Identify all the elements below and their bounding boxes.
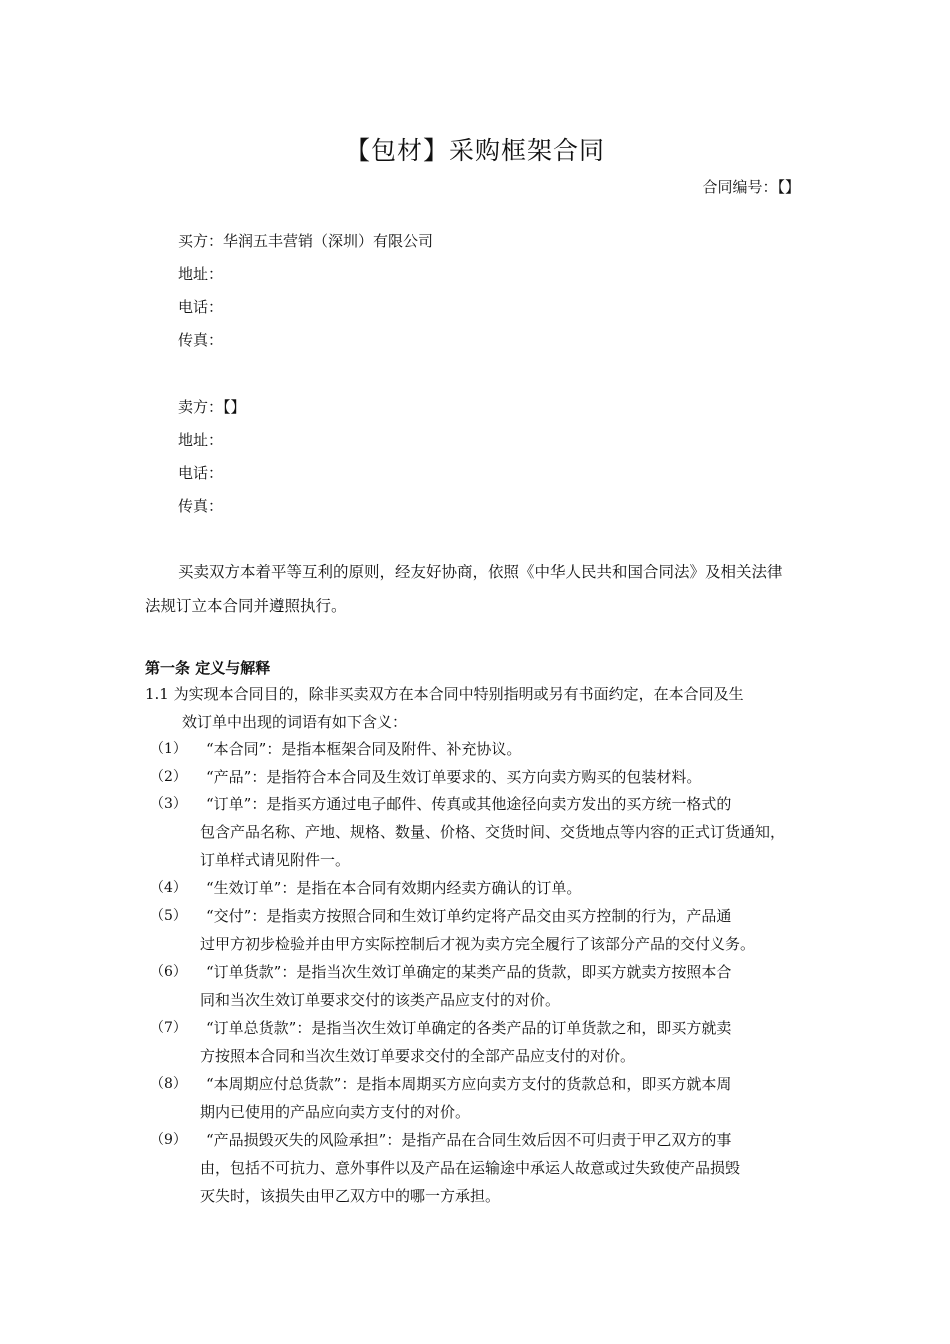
buyer-name: 买方：华润五丰营销（深圳）有限公司 [178, 232, 434, 250]
article-heading: 第一条 定义与解释 [145, 659, 271, 677]
buyer-address: 地址： [178, 265, 224, 283]
seller-address: 地址： [178, 431, 224, 449]
clause-1-1-line: 1.1 为实现本合同目的，除非买卖双方在本合同中特别指明或另有书面约定，在本合同及生 [145, 685, 744, 703]
definition-text: “订单货款”：是指当次生效订单确定的某类产品的货款，即买方就卖方按照本合 [206, 963, 732, 981]
definition-text: 方按照本合同和当次生效订单要求交付的全部产品应支付的对价。 [200, 1047, 636, 1065]
clause-1-1-line: 效订单中出现的词语有如下含义： [182, 713, 408, 731]
definition-text: “产品损毁灭失的风险承担”：是指产品在合同生效后因不可归责于甲乙双方的事 [206, 1131, 732, 1149]
preamble-line: 法规订立本合同并遵照执行。 [145, 597, 347, 615]
document-title: 【包材】采购框架合同 [344, 136, 605, 165]
seller-name: 卖方：【】 [178, 398, 246, 416]
definition-text: “订单总货款”：是指当次生效订单确定的各类产品的订单货款之和，即买方就卖 [206, 1019, 732, 1037]
definition-text: “交付”：是指卖方按照合同和生效订单约定将产品交由买方控制的行为，产品通 [206, 907, 732, 925]
buyer-fax: 传真： [178, 331, 224, 349]
definition-text: “产品”：是指符合本合同及生效订单要求的、买方向卖方购买的包装材料。 [206, 768, 702, 786]
definition-text: 期内已使用的产品应向卖方支付的对价。 [200, 1103, 471, 1121]
definition-text: 包含产品名称、产地、规格、数量、价格、交货时间、交货地点等内容的正式订货通知， [200, 823, 786, 841]
preamble-line: 买卖双方本着平等互利的原则，经友好协商，依照《中华人民共和国合同法》及相关法律 [178, 563, 783, 581]
contract-number: 合同编号：【】 [702, 178, 800, 196]
definition-number: （7） [150, 1020, 187, 1036]
buyer-phone: 电话： [178, 298, 224, 316]
definition-number: （8） [150, 1076, 187, 1092]
definition-text: 订单样式请见附件一。 [200, 851, 351, 869]
definition-text: 由，包括不可抗力、意外事件以及产品在运输途中承运人故意或过失致使产品损毁 [200, 1159, 741, 1177]
definition-number: （3） [150, 796, 187, 812]
definition-text: 灭失时，该损失由甲乙双方中的哪一方承担。 [200, 1187, 501, 1205]
definition-text: 过甲方初步检验并由甲方实际控制后才视为卖方完全履行了该部分产品的交付义务。 [200, 935, 756, 953]
definition-number: （5） [150, 908, 187, 924]
definition-number: （9） [150, 1132, 187, 1148]
definition-text: 同和当次生效订单要求交付的该类产品应支付的对价。 [200, 991, 561, 1009]
definition-text: “生效订单”：是指在本合同有效期内经卖方确认的订单。 [206, 879, 582, 897]
seller-fax: 传真： [178, 497, 224, 515]
definition-number: （2） [150, 769, 187, 785]
definition-number: （6） [150, 964, 187, 980]
seller-phone: 电话： [178, 464, 224, 482]
definition-number: （1） [150, 741, 187, 757]
definition-number: （4） [150, 880, 187, 896]
definition-text: “本周期应付总货款”：是指本周期买方应向卖方支付的货款总和，即买方就本周 [206, 1075, 732, 1093]
definition-text: “订单”：是指买方通过电子邮件、传真或其他途径向卖方发出的买方统一格式的 [206, 795, 732, 813]
definition-text: “本合同”：是指本框架合同及附件、补充协议。 [206, 740, 522, 758]
preamble-paragraph [145, 555, 815, 623]
